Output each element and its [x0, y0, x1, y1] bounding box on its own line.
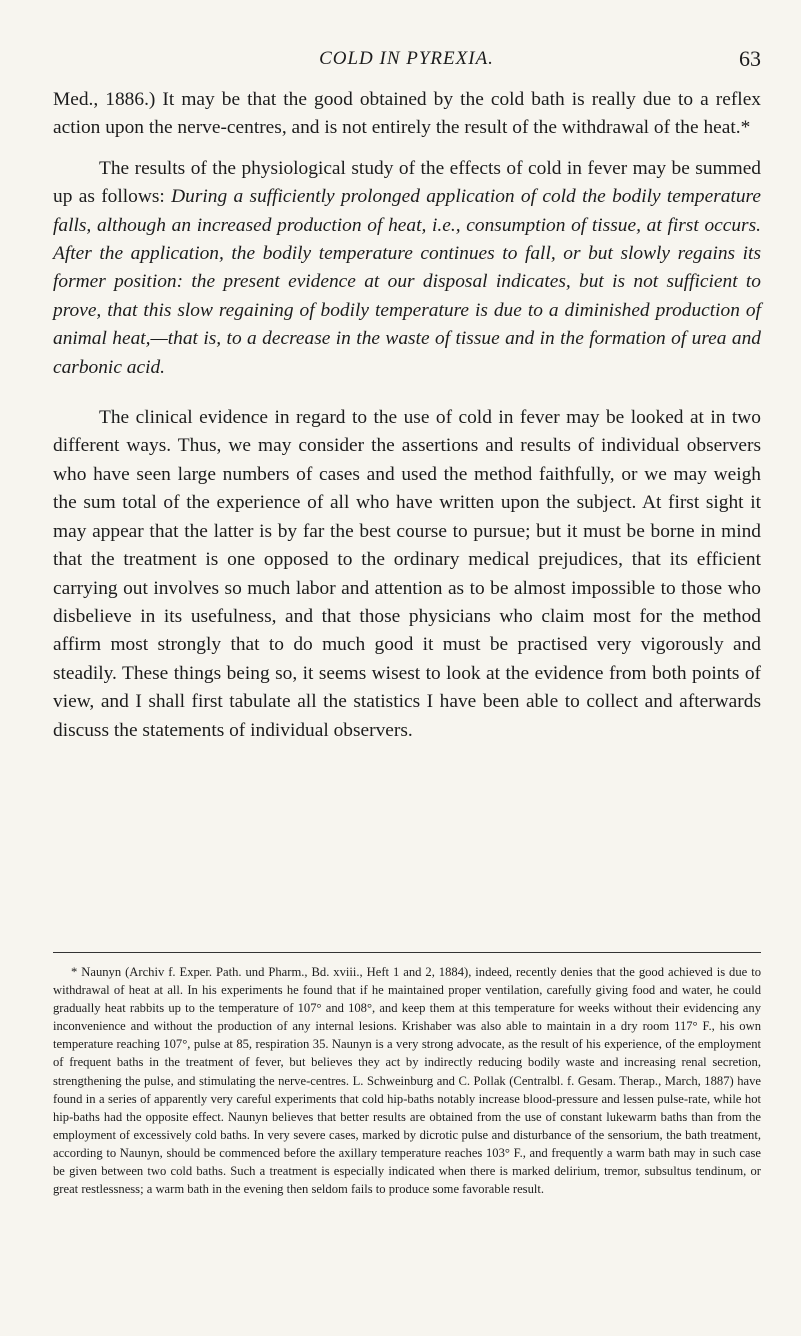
paragraph-clinical-evidence: The clinical evidence in regard to the use of cold in fever may be looked at in two different ways. Thus, we may consider the assertions and results of individual observers who have seen large numbers of cases and used the method faithfully, or we may weigh the sum total of the experience of all who have written upon the subject. At first sight it may appear that the latter is by far the best course to pursue; but it must be borne in mind that the treatment is one opposed to the ordinary medical prejudices, that its efficient carrying out involves so much labor and attention as to be almost impossible to those who disbelieve in its usefulness, and that those physicians who claim most for the method affirm most strongly that to do much good it must be practised very vigorously and steadily. These things being so, it seems wisest to look at the evidence from both points of view, and I shall first tabulate all the statistics I have been able to collect and afterwards discuss the statements of individual observers. [53, 407, 761, 741]
main-text [53, 86, 761, 745]
running-head [52, 44, 761, 74]
running-head-title: COLD IN PYREXIA. [319, 48, 494, 69]
summary-lead: The results of the physiological study of the effects of cold in fever may be summed up as follows: [53, 157, 761, 208]
summary-italic: During a sufficiently prolonged application of cold the bodily temperature falls, although an increased production of heat, i.e., consumption of tissue, at first occurs. After the application, the bodily temperature continues to fall, or but slowly regains its former position: the present evidence at our disposal indicates, but is not sufficient to prove, that this slow regaining of bodily temperature is due to a diminished production of animal heat,—that is, to a decrease in the waste of tissue and in the formation of urea and carbonic acid. [53, 186, 761, 378]
footnote [53, 963, 761, 1198]
paragraph-summary [53, 155, 761, 382]
footnote-rule [53, 952, 761, 953]
paragraph-continued: Med., 1886.) It may be that the good obtained by the cold bath is really due to a reflex action upon the nerve-centres, and is not entirely the result of the withdrawal of the heat.* [53, 89, 761, 139]
page-number: 63 [739, 46, 761, 71]
footnote-text: * Naunyn (Archiv f. Exper. Path. und Pharm., Bd. xviii., Heft 1 and 2, 1884), indeed, recently denies that the good achieved is due to withdrawal of heat at all. In his experiments he found that if he maintained proper ventilation, carefully giving food and water, he could gradually heat rabbits up to the temperature of 107° and 108°, and keep them at this temperature for weeks without their evidencing any inconvenience and without the production of any internal lesions. Krishaber was also able to maintain in a dry room 117° F., his own temperature reaching 107°, pulse at 85, respiration 35. Naunyn is a very strong advocate, as the result of his experience, of the employment of frequent baths in the treatment of fever, but believes they act by indirectly reducing bodily waste and increasing renal secretion, strengthening the pulse, and stimulating the nerve-centres. L. Schweinburg and C. Pollak (Centralbl. f. Gesam. Therap., March, 1887) have found in a series of apparently very careful experiments that cold hip-baths notably increase blood-pressure and lessen pulse-rate, while hot hip-baths had the opposite effect. Naunyn believes that better results are obtained from the use of constant lukewarm baths than from the employment of excessively cold baths. In very severe cases, marked by dicrotic pulse and disturbance of the sensorium, the bath treatment, according to Naunyn, should be commenced before the axillary temperature reaches 103° F., and frequently a warm bath may in such case be given between two cold baths. Such a treatment is especially indicated when there is marked delirium, tremor, subsultus tendinum, or great restlessness; a warm bath in the evening then seldom fails to produce some favorable result. [53, 965, 761, 1197]
